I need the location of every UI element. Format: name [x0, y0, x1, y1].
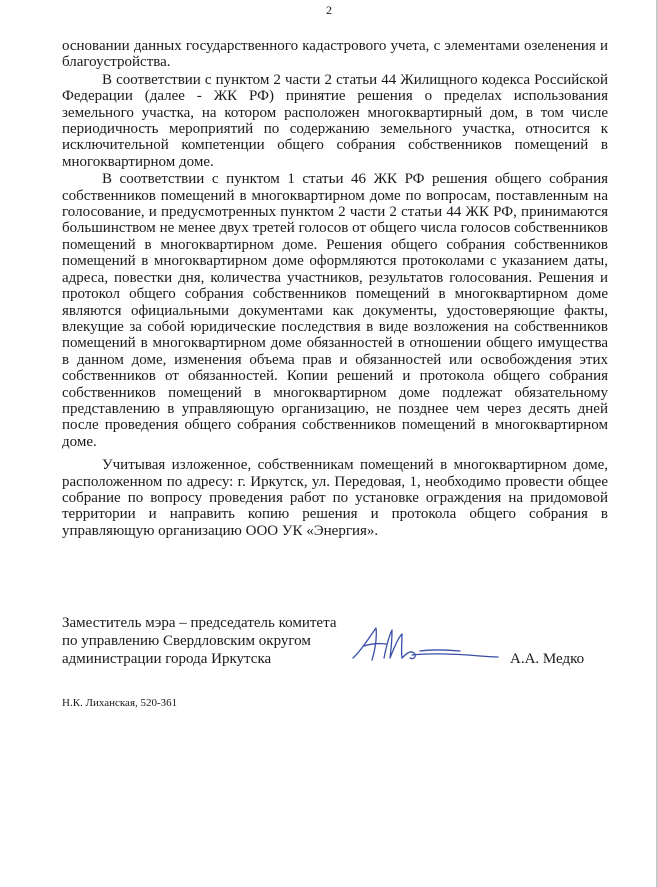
executor-contact: Н.К. Лиханская, 520-361 [62, 697, 178, 709]
signatory-title-line: по управлению Свердловским округом [62, 633, 311, 649]
paragraph-conclusion: Учитывая изложенное, собственникам помещений в многоквартирном доме, расположенном по адресу: г. Иркутск, ул. Передовая, 1, необходимо провести общее собрание по вопросу проведения работ по установке ограждения на придомовой территории и направить копию решения и протокола общего собрания в управляющую организацию ООО УК «Энергия». [62, 457, 608, 539]
signatory-name: А.А. Медко [510, 651, 585, 667]
paragraph-article-44: В соответствии с пунктом 2 части 2 статьи 44 Жилищного кодекса Российской Федерации (далее - ЖК РФ) принятие решения о пределах использования земельного участка, на котором расположен многоквартирный дом, в том числе периодичность мероприятий по содержанию земельного участка, относится к исключительной компетенции общего собрания собственников помещений в многоквартирном доме. [62, 71, 608, 170]
paragraph-article-46: В соответствии с пунктом 1 статьи 46 ЖК РФ решения общего собрания собственников помещений в многоквартирном доме по вопросам, поставленным на голосование, и предусмотренных пунктом 2 части 2 статьи 44 ЖК РФ, принимаются большинством не менее двух третей голосов от общего числа голосов собственников помещений в многоквартирном доме. Решения общего собрания собственников помещений в многоквартирном доме оформляются протоколами с указанием даты, адреса, повестки дня, количества участников, результатов голосования. Решения и протокол общего собрания собственников помещений в многоквартирном доме являются официальными документами как документы, удостоверяющие факты, влекущие за собой юридические последствия в виде возложения на собственников помещений в многоквартирном доме обязанностей в отношении общего имущества в данном доме, изменения объема прав и обязанностей или освобождения этих собственников от обязанностей. Копии решений и протокола общего собрания собственников помещений в многоквартирном доме подлежат обязательному представлению в управляющую организацию, не позднее чем через десять дней после проведения общего собрания собственников помещений в многоквартирном доме. [62, 171, 608, 450]
page-number: 2 [326, 3, 332, 17]
signatory-title [62, 614, 336, 668]
document-body [62, 38, 608, 539]
paragraph-continuation: основании данных государственного кадастрового учета, с элементами озеленения и благоустройства. [62, 38, 608, 71]
signatory-title-line: администрации города Иркутска [62, 651, 272, 667]
signatory-title-line: Заместитель мэра – председатель комитета [62, 615, 337, 631]
handwritten-signature [350, 622, 500, 668]
